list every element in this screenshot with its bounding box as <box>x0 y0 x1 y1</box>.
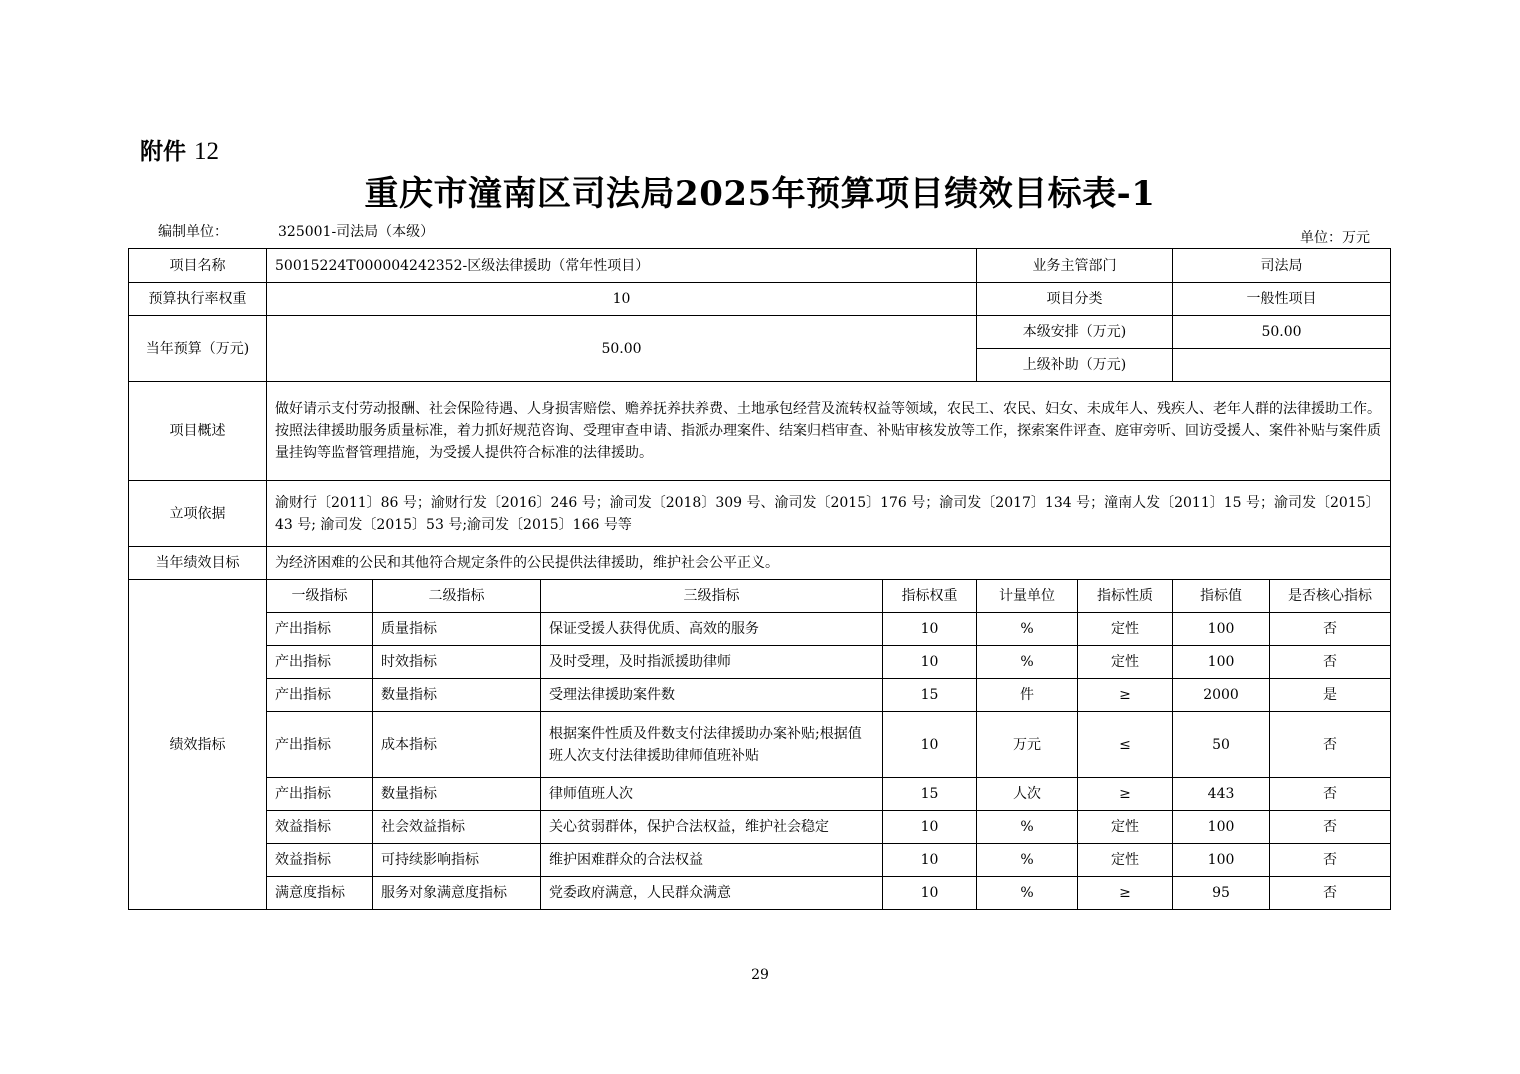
indicator-nature: 定性 <box>1078 844 1173 877</box>
indicator-value: 2000 <box>1173 679 1270 712</box>
indicator-unit: 件 <box>977 679 1078 712</box>
indicator-row <box>129 646 1391 679</box>
indicator-core: 否 <box>1270 877 1391 910</box>
col-header-core: 是否核心指标 <box>1270 580 1391 613</box>
indicator-l3: 维护困难群众的合法权益 <box>541 844 883 877</box>
category-label: 项目分类 <box>977 283 1173 316</box>
indicator-l3: 关心贫弱群体，保护合法权益，维护社会稳定 <box>541 811 883 844</box>
row-budget <box>129 316 1391 349</box>
local-value: 50.00 <box>1173 316 1391 349</box>
indicator-weight: 10 <box>883 844 977 877</box>
indicator-l1: 效益指标 <box>267 844 373 877</box>
indicator-l2: 可持续影响指标 <box>373 844 541 877</box>
local-label: 本级安排（万元) <box>977 316 1173 349</box>
goal-value: 为经济困难的公民和其他符合规定条件的公民提供法律援助，维护社会公平正义。 <box>267 547 1391 580</box>
budget-label: 当年预算（万元) <box>129 316 267 382</box>
indicator-l1: 满意度指标 <box>267 877 373 910</box>
indicator-l2: 时效指标 <box>373 646 541 679</box>
indicator-core: 否 <box>1270 811 1391 844</box>
indicator-l3: 党委政府满意，人民群众满意 <box>541 877 883 910</box>
indicator-unit: % <box>977 811 1078 844</box>
indicator-l2: 质量指标 <box>373 613 541 646</box>
indicator-row <box>129 844 1391 877</box>
indicator-value: 100 <box>1173 613 1270 646</box>
indicator-header-row <box>129 580 1391 613</box>
indicator-unit: % <box>977 613 1078 646</box>
indicator-unit: % <box>977 844 1078 877</box>
overview-value: 做好请示支付劳动报酬、社会保险待遇、人身损害赔偿、赡养抚养扶养费、土地承包经营及流转权益等领域，农民工、农民、妇女、未成年人、残疾人、老年人群的法律援助工作。按照法律援助服务质量标准，着力抓好规范咨询、受理审查申请、指派办理案件、结案归档审查、补贴审核发放等工作，探索案件评查、庭审旁听、回访受援人、案件补贴与案件质量挂钩等监督管理措施，为受援人提供符合标准的法律援助。 <box>267 382 1391 481</box>
indicator-l1: 产出指标 <box>267 712 373 778</box>
compiling-unit-value: 325001-司法局（本级） <box>278 224 435 240</box>
dept-value: 司法局 <box>1173 249 1391 283</box>
compiling-unit-label: 编制单位： <box>158 224 228 240</box>
indicator-row <box>129 679 1391 712</box>
row-project-name <box>129 249 1391 283</box>
indicator-l2: 成本指标 <box>373 712 541 778</box>
exec-weight-value: 10 <box>267 283 977 316</box>
indicator-unit: % <box>977 646 1078 679</box>
indicator-l3: 根据案件性质及件数支付法律援助办案补贴;根据值班人次支付法律援助律师值班补贴 <box>541 712 883 778</box>
indicator-weight: 10 <box>883 811 977 844</box>
dept-label: 业务主管部门 <box>977 249 1173 283</box>
indicator-value: 95 <box>1173 877 1270 910</box>
overview-label: 项目概述 <box>129 382 267 481</box>
attachment-word: 附件 <box>140 139 186 165</box>
attachment-number: 12 <box>194 138 220 165</box>
indicator-value: 50 <box>1173 712 1270 778</box>
indicator-unit: 万元 <box>977 712 1078 778</box>
indicator-core: 否 <box>1270 613 1391 646</box>
indicator-l2: 社会效益指标 <box>373 811 541 844</box>
row-basis <box>129 481 1391 547</box>
indicator-row <box>129 613 1391 646</box>
col-header-unit: 计量单位 <box>977 580 1078 613</box>
indicator-nature: 定性 <box>1078 646 1173 679</box>
indicator-nature: ≥ <box>1078 778 1173 811</box>
indicator-weight: 10 <box>883 877 977 910</box>
basis-value: 渝财行〔2011〕86 号；渝财行发〔2016〕246 号；渝司发〔2018〕309 号、渝司发〔2015〕176 号；渝司发〔2017〕134 号；潼南人发〔2011〕15 号；渝司发〔2015〕43 号; 渝司发〔2015〕53 号;渝司发〔2015〕166 号等 <box>267 481 1391 547</box>
indicator-l2: 数量指标 <box>373 778 541 811</box>
indicator-row <box>129 811 1391 844</box>
indicator-weight: 10 <box>883 646 977 679</box>
row-goal <box>129 547 1391 580</box>
indicator-nature: 定性 <box>1078 613 1173 646</box>
indicator-l2: 服务对象满意度指标 <box>373 877 541 910</box>
indicator-weight: 10 <box>883 613 977 646</box>
indicator-nature: ≥ <box>1078 877 1173 910</box>
indicator-nature: 定性 <box>1078 811 1173 844</box>
indicator-l3: 及时受理，及时指派援助律师 <box>541 646 883 679</box>
indicator-unit: 人次 <box>977 778 1078 811</box>
indicator-value: 100 <box>1173 811 1270 844</box>
indicator-core: 否 <box>1270 778 1391 811</box>
compiling-unit <box>158 221 435 241</box>
page-title: 重庆市潼南区司法局2025年预算项目绩效目标表-1 <box>364 174 1156 214</box>
indicator-l1: 产出指标 <box>267 679 373 712</box>
indicator-core: 是 <box>1270 679 1391 712</box>
attachment-label <box>140 133 219 166</box>
col-header-l3: 三级指标 <box>541 580 883 613</box>
col-header-value: 指标值 <box>1173 580 1270 613</box>
col-header-weight: 指标权重 <box>883 580 977 613</box>
col-header-l1: 一级指标 <box>267 580 373 613</box>
indicator-core: 否 <box>1270 712 1391 778</box>
indicator-value: 443 <box>1173 778 1270 811</box>
indicator-l2: 数量指标 <box>373 679 541 712</box>
indicator-core: 否 <box>1270 646 1391 679</box>
indicator-l1: 效益指标 <box>267 811 373 844</box>
indicator-weight: 15 <box>883 679 977 712</box>
indicator-l3: 律师值班人次 <box>541 778 883 811</box>
upper-label: 上级补助（万元) <box>977 349 1173 382</box>
indicator-weight: 10 <box>883 712 977 778</box>
upper-value <box>1173 349 1391 382</box>
indicator-core: 否 <box>1270 844 1391 877</box>
indicator-value: 100 <box>1173 844 1270 877</box>
category-value: 一般性项目 <box>1173 283 1391 316</box>
project-name-label: 项目名称 <box>129 249 267 283</box>
indicator-unit: % <box>977 877 1078 910</box>
budget-value: 50.00 <box>267 316 977 382</box>
exec-weight-label: 预算执行率权重 <box>129 283 267 316</box>
basis-label: 立项依据 <box>129 481 267 547</box>
indicator-l1: 产出指标 <box>267 646 373 679</box>
page-number: 29 <box>751 967 769 983</box>
indicator-value: 100 <box>1173 646 1270 679</box>
goal-label: 当年绩效目标 <box>129 547 267 580</box>
performance-table <box>128 248 1391 910</box>
indicator-l1: 产出指标 <box>267 778 373 811</box>
row-overview <box>129 382 1391 481</box>
col-header-nature: 指标性质 <box>1078 580 1173 613</box>
indicator-nature: ≤ <box>1078 712 1173 778</box>
row-exec-weight <box>129 283 1391 316</box>
indicator-row <box>129 712 1391 778</box>
indicator-row <box>129 778 1391 811</box>
currency-unit: 单位：万元 <box>1300 230 1370 246</box>
indicator-l3: 受理法律援助案件数 <box>541 679 883 712</box>
col-header-l2: 二级指标 <box>373 580 541 613</box>
indicator-nature: ≥ <box>1078 679 1173 712</box>
indicator-l3: 保证受援人获得优质、高效的服务 <box>541 613 883 646</box>
indicator-section-label: 绩效指标 <box>129 580 267 910</box>
project-name-value: 50015224T000004242352-区级法律援助（常年性项目） <box>267 249 977 283</box>
indicator-weight: 15 <box>883 778 977 811</box>
indicator-l1: 产出指标 <box>267 613 373 646</box>
indicator-row <box>129 877 1391 910</box>
